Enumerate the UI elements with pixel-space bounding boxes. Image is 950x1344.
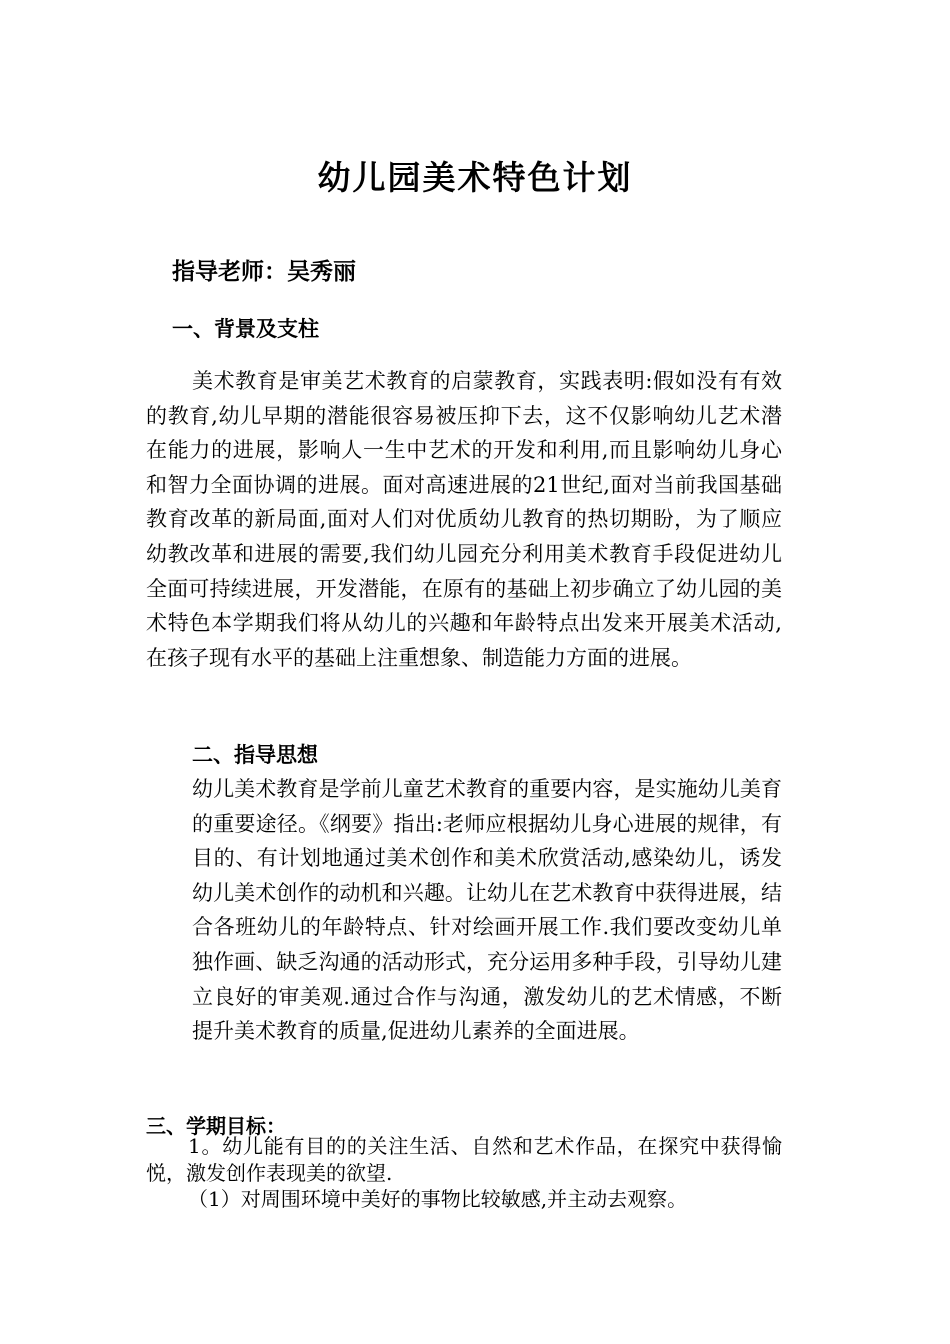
goal-item-1: 1。幼儿能有目的的关注生活、自然和艺术作品，在探究中获得愉悦，激发创作表现美的欲望. — [146, 1134, 782, 1185]
section-heading-background: 一、背景及支柱 — [172, 316, 319, 341]
section-paragraph-background: 美术教育是审美艺术教育的启蒙教育，实践表明:假如没有有效的教育,幼儿早期的潜能很容易被压抑下去，这不仅影响幼儿艺术潜在能力的进展，影响人一生中艺术的开发和利用,而且影响幼儿身心和智力全面协调的进展。面对高速进展的21世纪,面对当前我国基础教育改革的新局面,面对人们对优质幼儿教育的热切期盼，为了顺应幼教改革和进展的需要,我们幼儿园充分利用美术教育手段促进幼儿全面可持续进展，开发潜能，在原有的基础上初步确立了幼儿园的美术特色本学期我们将从幼儿的兴趣和年龄特点出发来开展美术活动,在孩子现有水平的基础上注重想象、制造能力方面的进展。 — [146, 369, 782, 670]
goal-subitem-1: （1）对周围环境中美好的事物比较敏感,并主动去观察。 — [188, 1187, 688, 1211]
section-paragraph-guiding-thought: 幼儿美术教育是学前儿童艺术教育的重要内容，是实施幼儿美育的重要途径。《纲要》指出:老师应根据幼儿身心进展的规律，有目的、有计划地通过美术创作和美术欣赏活动,感染幼儿，诱发幼儿美术创作的动机和兴趣。让幼儿在艺术教育中获得进展，结合各班幼儿的年龄特点、针对绘画开展工作.我们要改变幼儿单独作画、缺乏沟通的活动形式，充分运用多种手段，引导幼儿建立良好的审美观.通过合作与沟通，激发幼儿的艺术情感，不断提升美术教育的质量,促进幼儿素养的全面进展。 — [192, 777, 782, 1044]
section-heading-guiding-thought: 二、指导思想 — [192, 742, 318, 767]
teacher-line: 指导老师：吴秀丽 — [172, 258, 356, 285]
document-title: 幼儿园美术特色计划 — [317, 158, 633, 197]
section-heading-semester-goals: 三、学期目标： — [146, 1114, 286, 1138]
